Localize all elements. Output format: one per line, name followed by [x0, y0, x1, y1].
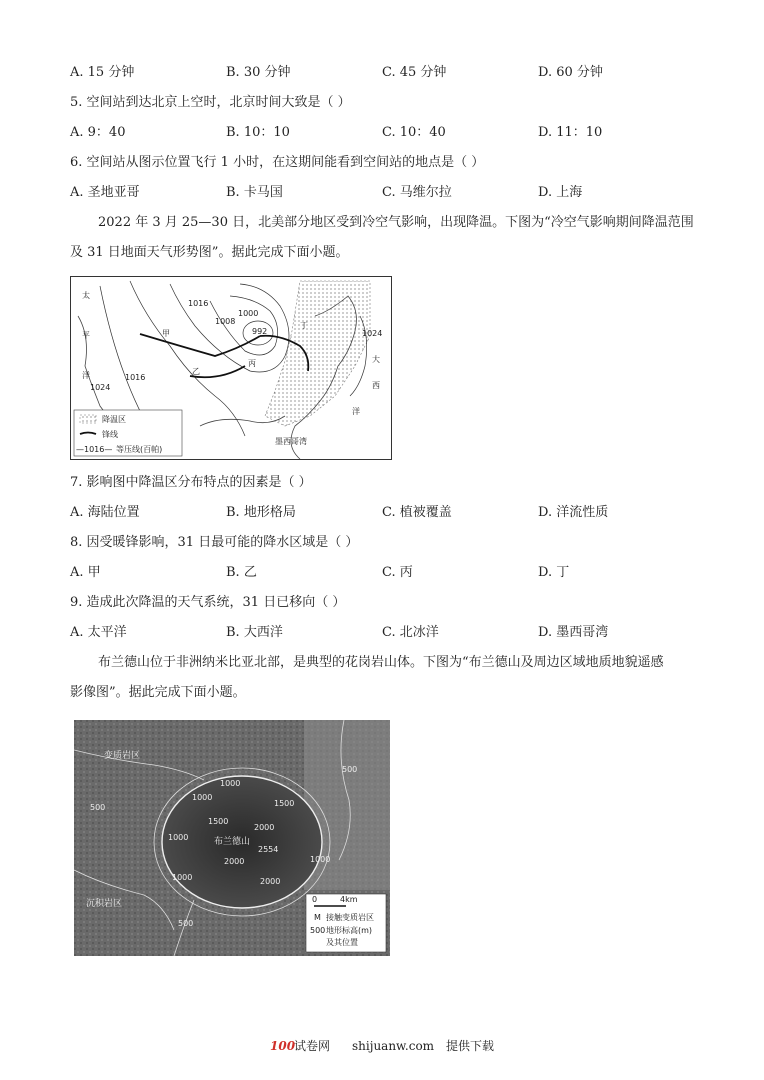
footer-download: 提供下载: [446, 1039, 495, 1053]
label-ping: 平: [82, 331, 90, 340]
label-p1024a: 1024: [90, 383, 111, 392]
label-p992: 992: [252, 327, 268, 336]
q6-option-a: A. 圣地亚哥: [70, 185, 140, 200]
label-gulf: 墨西哥湾: [275, 437, 307, 446]
legend-cooling-swatch: [80, 415, 96, 423]
q7-option-c: C. 植被覆盖: [382, 505, 452, 520]
label-e1000d: 1000: [172, 873, 193, 882]
label-xi: 西: [372, 381, 380, 390]
intro1-line2: 及 31 日地面天气形势图”。据此完成下面小题。: [70, 245, 349, 260]
q5-option-d: D. 11：10: [538, 125, 603, 140]
footer-domain[interactable]: shijuanw.com: [352, 1039, 435, 1053]
label-yi: 乙: [192, 367, 200, 376]
label-peak: 2554: [258, 845, 279, 854]
label-p1008: 1008: [215, 317, 236, 326]
legend-elev-label: 地形标高(m): [326, 926, 373, 935]
legend-cooling: 降温区: [102, 415, 126, 424]
q7-stem: 7. 影响图中降温区分布特点的因素是（ ）: [70, 475, 312, 490]
label-mountain: 布兰德山: [214, 837, 251, 847]
scale-0: 0: [312, 895, 318, 904]
legend-isobar: 等压线(百帕): [116, 445, 163, 454]
label-jia: 甲: [162, 329, 170, 338]
footer-logo: 100: [270, 1039, 296, 1053]
weather-map: [70, 276, 392, 460]
intro2-line1: 布兰德山位于非洲纳米比亚北部，是典型的花岗岩山体。下图为“布兰德山及周边区域地质地貌遥感: [98, 655, 664, 670]
q4-option-c: C. 45 分钟: [382, 65, 447, 80]
legend-m-symbol: M: [314, 913, 321, 922]
label-meta-zone: 变质岩区: [104, 751, 141, 761]
label-e500b: 500: [342, 765, 358, 774]
q8-option-d: D. 丁: [538, 565, 570, 580]
q6-option-d: D. 上海: [538, 185, 583, 200]
legend-front: 锋线: [102, 430, 118, 439]
label-p1016: 1016: [188, 299, 209, 308]
q9-stem: 9. 造成此次降温的天气系统，31 日已移向（ ）: [70, 595, 346, 610]
q4-option-d: D. 60 分钟: [538, 65, 603, 80]
q8-option-b: B. 乙: [226, 565, 257, 580]
legend-m-label: 接触变质岩区: [326, 913, 374, 922]
q6-option-c: C. 马维尔拉: [382, 185, 452, 200]
label-e1500b: 1500: [274, 799, 295, 808]
q9-option-a: A. 太平洋: [70, 625, 127, 640]
q8-option-c: C. 丙: [382, 565, 413, 580]
q4-option-b: B. 30 分钟: [226, 65, 291, 80]
footer-site-name: 试卷网: [294, 1039, 331, 1053]
label-e2000b: 2000: [224, 857, 245, 866]
q9-option-c: C. 北冰洋: [382, 625, 439, 640]
scale-4km: 4km: [340, 895, 358, 904]
q8-stem: 8. 因受暖锋影响，31 日最可能的降水区域是（ ）: [70, 535, 359, 550]
label-p1000: 1000: [238, 309, 259, 318]
intro1-line1: 2022 年 3 月 25—30 日，北美部分地区受到冷空气影响，出现降温。下图为“冷空气影响期间降温范围: [98, 215, 694, 230]
intro2-line2: 影像图”。据此完成下面小题。: [70, 685, 246, 700]
q5-option-c: C. 10：40: [382, 125, 446, 140]
label-yang-right: 洋: [352, 407, 360, 416]
label-e2000a: 2000: [254, 823, 275, 832]
q5-option-b: B. 10：10: [226, 125, 290, 140]
label-tai: 太: [82, 291, 90, 300]
satellite-image: [74, 720, 390, 956]
label-sed-zone: 沉积岩区: [86, 899, 123, 909]
label-p1024b: 1024: [362, 329, 383, 338]
q6-stem: 6. 空间站从图示位置飞行 1 小时，在这期间能看到空间站的地点是（ ）: [70, 155, 485, 170]
label-e500c: 500: [178, 919, 194, 928]
q7-option-a: A. 海陆位置: [70, 505, 140, 520]
q8-option-a: A. 甲: [70, 565, 101, 580]
label-e1500a: 1500: [208, 817, 229, 826]
label-ding: 丁: [300, 321, 308, 330]
label-e1000a: 1000: [220, 779, 241, 788]
legend-isobar-sample: —1016—: [76, 445, 113, 454]
q5-option-a: A. 9：40: [70, 125, 126, 140]
legend-elev-label2: 及其位置: [326, 938, 358, 947]
label-e2000c: 2000: [260, 877, 281, 886]
q6-option-b: B. 卡马国: [226, 185, 283, 200]
q4-option-a: A. 15 分钟: [70, 65, 135, 80]
label-e500: 500: [90, 803, 106, 812]
q7-option-d: D. 洋流性质: [538, 505, 609, 520]
label-e1000e: 1000: [310, 855, 331, 864]
label-yang-left: 洋: [82, 371, 90, 380]
label-e1000b: 1000: [192, 793, 213, 802]
q7-option-b: B. 地形格局: [226, 505, 296, 520]
q5-stem: 5. 空间站到达北京上空时，北京时间大致是（ ）: [70, 95, 351, 110]
q9-option-d: D. 墨西哥湾: [538, 625, 609, 640]
label-bing: 丙: [248, 359, 256, 368]
q9-option-b: B. 大西洋: [226, 625, 283, 640]
legend-elev-symbol: 500: [310, 926, 326, 935]
label-e1000c: 1000: [168, 833, 189, 842]
label-p1016b: 1016: [125, 373, 146, 382]
label-da: 大: [372, 355, 380, 364]
